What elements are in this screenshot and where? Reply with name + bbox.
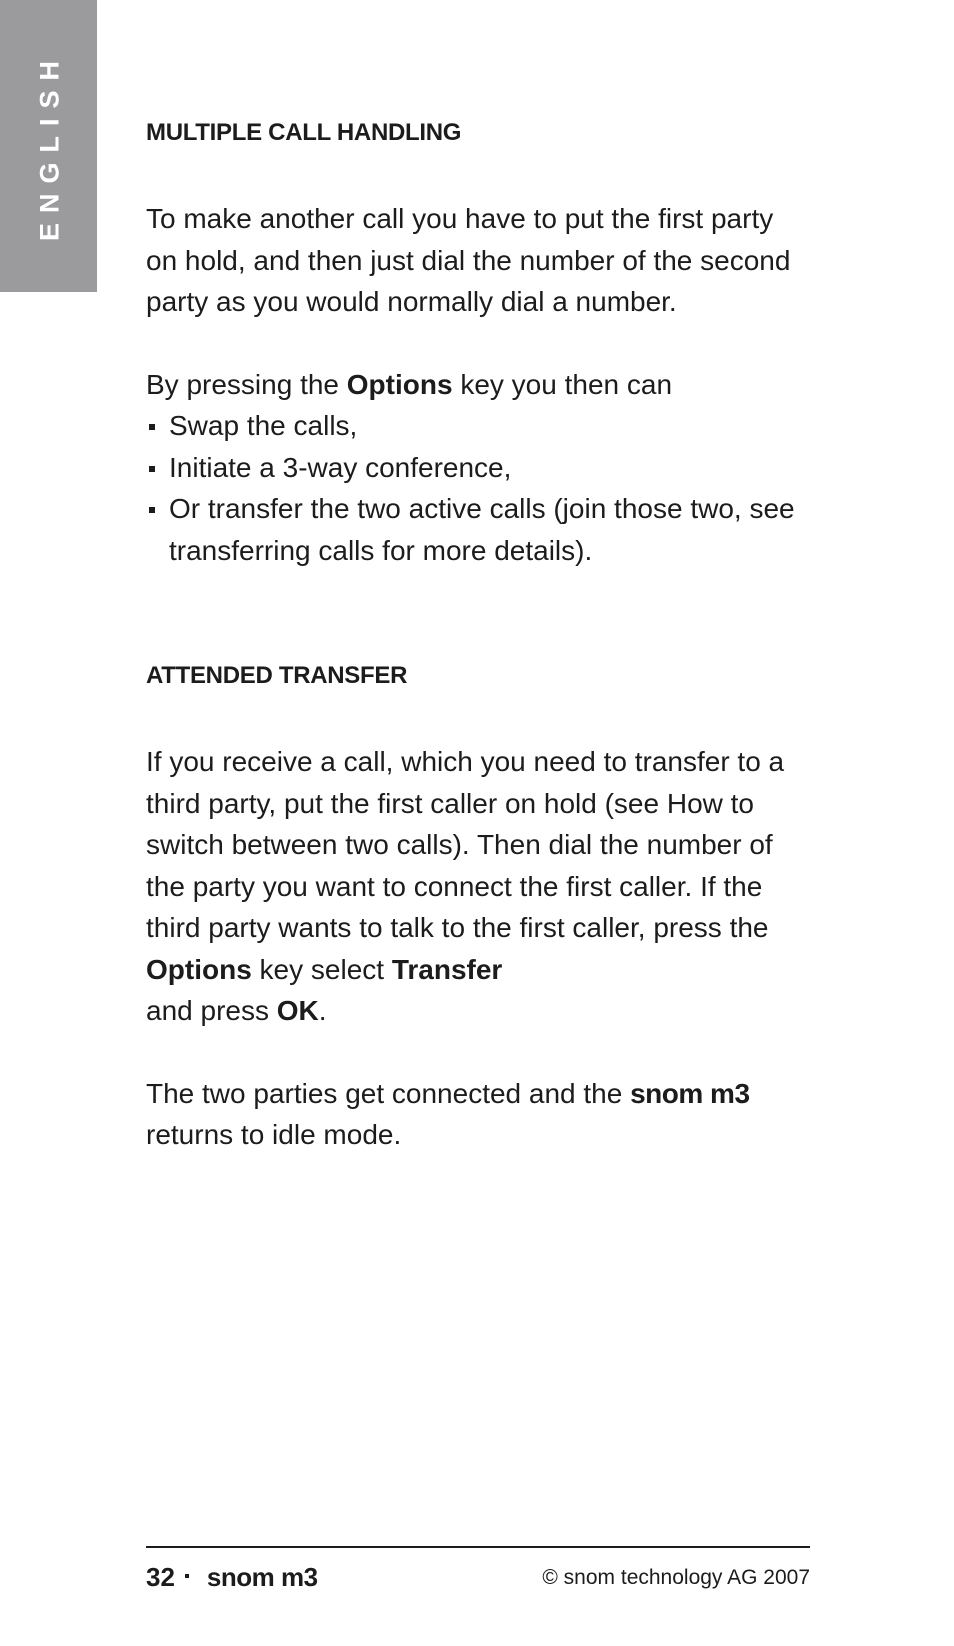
idle-note-suffix: returns to idle mode. <box>146 1119 402 1150</box>
idle-note-prefix: The two parties get connected and the <box>146 1077 631 1109</box>
bullet-transfer: Or transfer the two active calls (join those two, see transferring calls for more details). <box>146 488 806 571</box>
bullet-swap: Swap the calls, <box>146 405 806 447</box>
options-intro <box>146 364 806 406</box>
footer-divider <box>146 1546 810 1548</box>
instructions-text-4: . <box>318 995 327 1026</box>
page-content <box>146 100 806 1156</box>
copyright-notice: © snom technology AG 2007 <box>542 1566 810 1589</box>
heading-attended-transfer: ATTENDED TRANSFER <box>146 662 408 689</box>
footer-page-info <box>146 1562 318 1593</box>
multiple-call-intro: To make another call you have to put the first party on hold, and then just dial the number of the second party as you would normally dial a number. <box>146 203 791 317</box>
options-intro-suffix: key you then can <box>452 368 673 400</box>
heading-multiple-call-handling: MULTIPLE CALL HANDLING <box>146 119 462 146</box>
footer-brand: snom m3 <box>206 1562 318 1592</box>
attended-transfer-instructions <box>146 741 806 1032</box>
options-bullet-list <box>146 405 806 571</box>
bullet-conference: Initiate a 3-way conference, <box>146 447 806 489</box>
instructions-text-2: key select <box>251 953 392 985</box>
ok-label: OK <box>276 995 319 1026</box>
options-key-label: Options <box>346 368 453 400</box>
options-intro-prefix: By pressing the <box>146 368 347 400</box>
brand-name-inline: snom m3 <box>630 1077 750 1109</box>
footer-dot-separator <box>185 1574 189 1578</box>
language-side-tab <box>0 0 97 292</box>
idle-mode-note <box>146 1073 806 1156</box>
page-number: 32 <box>146 1562 175 1592</box>
transfer-label: Transfer <box>391 953 503 985</box>
instructions-text-1: If you receive a call, which you need to transfer to a third party, put the first caller on hold (see How to switch between two calls). Then dial the number of the party you want to connect the first caller. If the third party wants to talk to the first caller, press the <box>146 746 785 943</box>
instructions-text-3: and press <box>146 995 277 1026</box>
language-label: ENGLISH <box>34 50 65 242</box>
options-key-label-2: Options <box>146 953 252 985</box>
